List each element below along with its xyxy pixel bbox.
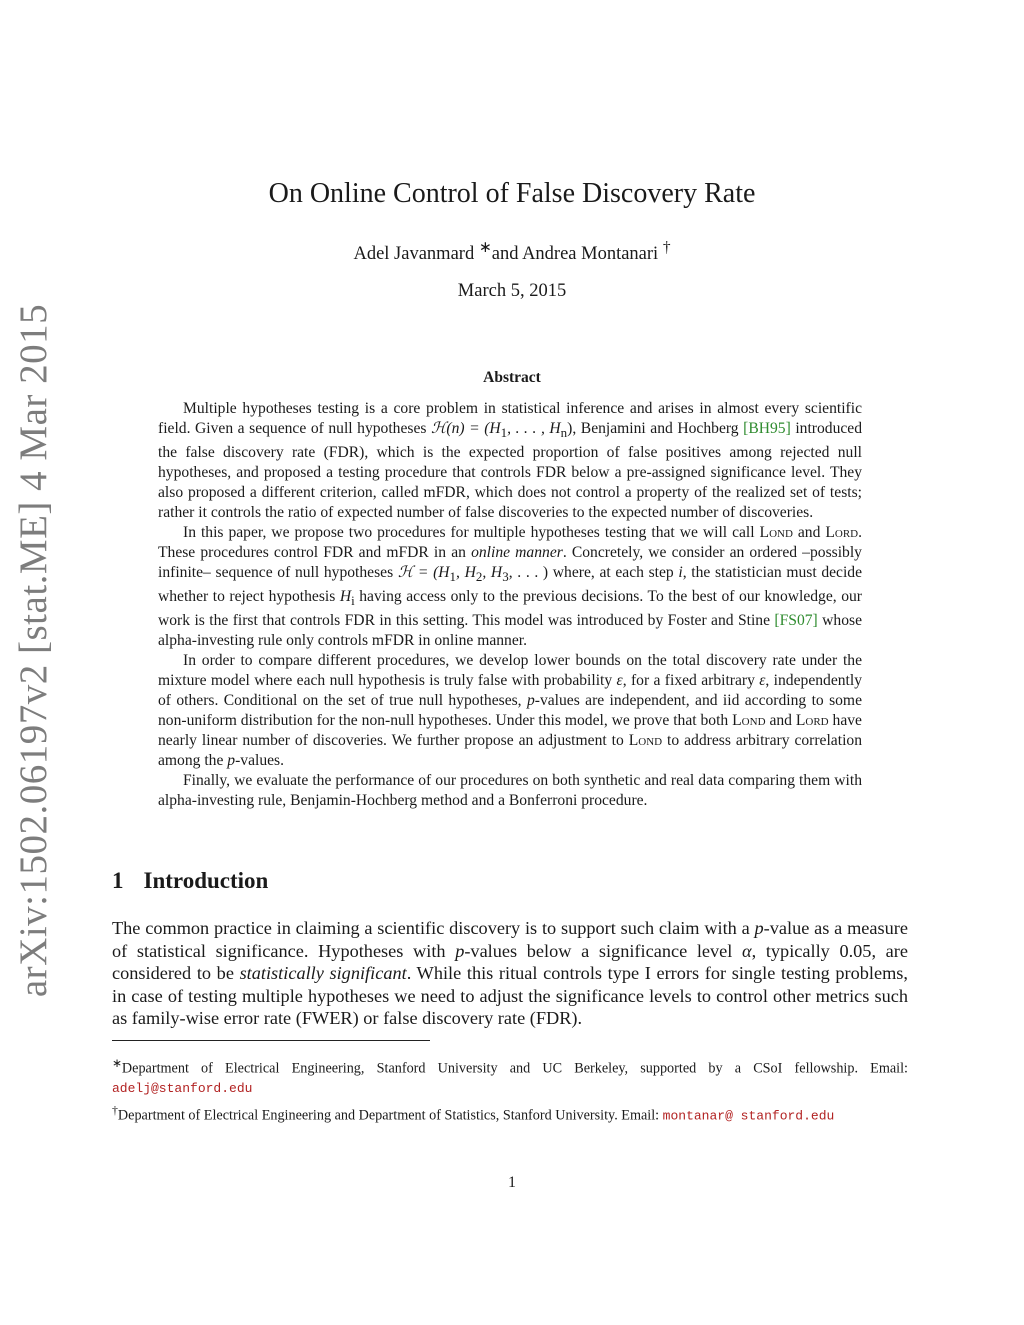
author-line [0,238,1024,265]
author1-footnote-mark[interactable]: ∗ [478,239,492,256]
abstract-paragraph-3: In order to compare different procedures, we develop lower bounds on the total discovery rate under the mixture model where each null hypothesis is truly false with probability ε, for a fixed arbitrary ε, independently of others. Conditional on the set of true null hypotheses, p-values are independent, and iid according to some non-uniform distribution for the non-null hypotheses. Under this model, we prove that both Lond and Lord have nearly linear number of discoveries. We further propose an adjustment to Lond to address arbitrary correlation among the p-values. [158,652,863,770]
abstract-paragraph-2: In this paper, we propose two procedures for multiple hypotheses testing that we will call Lond and Lord. These procedures control FDR and mFDR in an online manner. Concretely, we consider an ordered –possibly infinite– sequence of null hypotheses ℋ = ($H_1$, $H_2$, $H_3$, . . . ) where, at each step i, the statistician must decide whether to reject hypothesis $H_i$ having access only to the previous decisions. To the best of our knowledge, our work is the first that controls FDR in this setting. This model was introduced by Foster and Stine [FS07] whose alpha-investing rule only controls mFDR in online manner. [158,524,863,650]
arxiv-identifier: arXiv:1502.06197v2 [stat.ME] 4 Mar 2015 [12,303,56,997]
citation-fs07[interactable]: [FS07] [774,612,818,630]
author2-footnote-mark[interactable]: † [662,239,671,256]
citation-bh95[interactable]: [BH95] [743,420,791,437]
footnote-2-mark: † [112,1103,118,1117]
arxiv-sidebar [12,303,56,997]
paper-date: March 5, 2015 [457,281,567,301]
procedure-lord: Lord [825,524,859,542]
abstract-heading: Abstract [483,369,541,386]
section-title: Introduction [143,868,269,893]
footnote-2: †Department of Electrical Engineering and Department of Statistics, Stanford University. Email: montanar@ stanford.edu [112,1103,835,1124]
author-javanmard: Adel Javanmard [353,244,479,265]
section-heading-introduction [112,868,268,894]
procedure-lond: Lond [759,524,793,542]
section-number: 1 [112,868,124,893]
paper-title: On Online Control of False Discovery Rate [268,178,756,209]
footnote-divider [112,1040,430,1041]
abstract-body [158,399,862,811]
email-link-javanmard[interactable]: adelj@stanford.edu [112,1080,253,1096]
introduction-paragraph: The common practice in claiming a scientific discovery is to support such claim with a p-value as a measure of statistical significance. Hypotheses with p-values below a significance level α, typically 0.05, are considered to be statistically significant. While this ritual controls type I errors for single testing problems, in case of testing multiple hypotheses we need to adjust the significance levels to control other metrics such as family-wise error rate (FWER) or false discovery rate (FDR). [112,918,908,1028]
page-number: 1 [508,1174,516,1191]
author-montanari: and Andrea Montanari [491,244,663,265]
abstract-paragraph-4: Finally, we evaluate the performance of our procedures on both synthetic and real data comparing them with alpha-investing rule, Benjamin-Hochberg method and a Bonferroni procedure. [158,772,862,810]
abstract-paragraph-1: Multiple hypotheses testing is a core problem in statistical inference and arises in almost every scientific field. Given a sequence of null hypotheses ℋ(n) = ($H_1$, . . . , $H_n$), Benjamini and Hochberg [BH95] introduced the false discovery rate (FDR), which is the expected proportion of false positives among rejected null hypotheses, and proposed a testing procedure that controls FDR below a pre-assigned significance level. They also proposed a different criterion, called mFDR, which does not control a property of the realized set of tests; rather it controls the ratio of expected number of false discoveries to the expected number of discoveries. [158,400,863,522]
email-link-montanari[interactable]: montanar@ stanford.edu [662,1108,835,1124]
footnote-1: ∗Department of Electrical Engineering, Stanford University and UC Berkeley, supported by a CSoI fellowship. Email: adelj@stanford.edu [112,1056,908,1096]
footnote-1-mark: ∗ [112,1056,122,1070]
